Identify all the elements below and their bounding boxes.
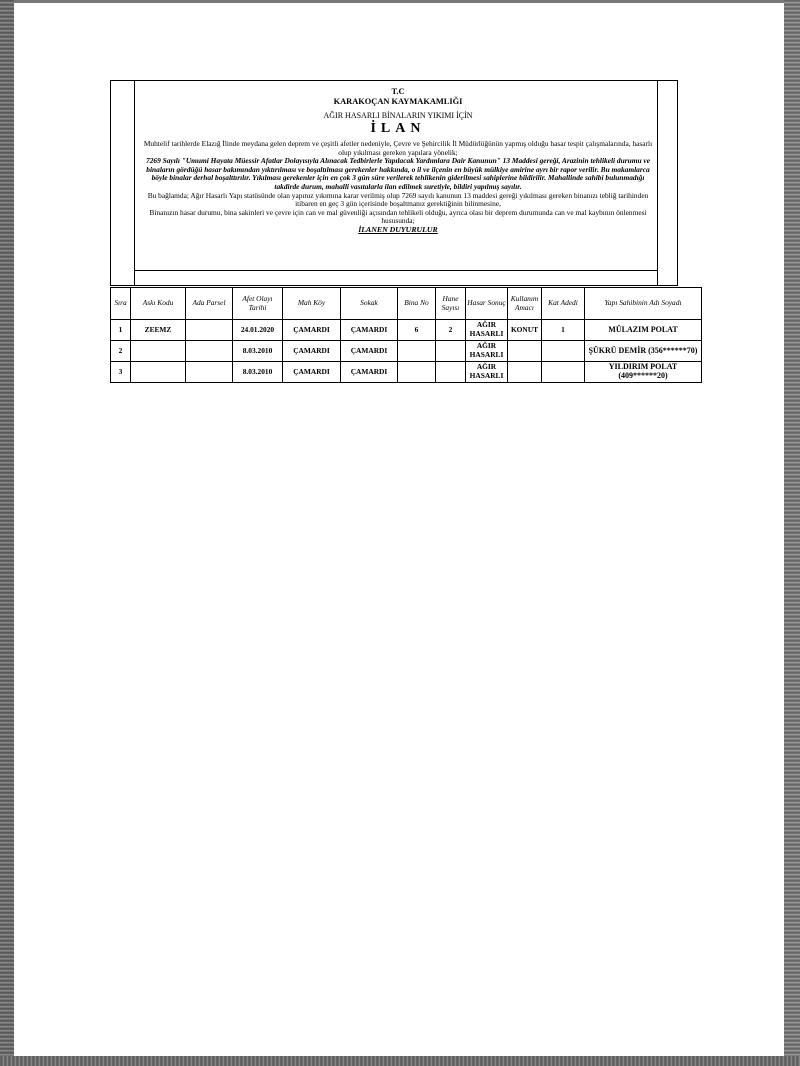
col-header-yapi-sahibi: Yapı Sahibinin Adı Soyadı — [585, 288, 702, 320]
cell-aski-kodu — [131, 362, 186, 383]
col-header-kat-adedi: Kat Adedi — [542, 288, 585, 320]
cell-afet-tarihi: 8.03.2010 — [233, 362, 283, 383]
table-row — [111, 362, 702, 383]
notice-content — [140, 87, 656, 235]
cell-kat-adedi: 1 — [542, 320, 585, 341]
cell-kullanim-amaci — [508, 362, 542, 383]
table-row — [111, 341, 702, 362]
cell-yapi-sahibi: YILDIRIM POLAT (409******20) — [585, 362, 702, 383]
col-header-bina-no: Bina No — [398, 288, 436, 320]
cell-sira: 2 — [111, 341, 131, 362]
cell-yapi-sahibi: MÜLAZIM POLAT — [585, 320, 702, 341]
col-header-sokak: Sokak — [341, 288, 398, 320]
cell-hasar-sonuc: AĞIR HASARLI — [466, 341, 508, 362]
col-header-hasar-sonuc: Hasar Sonuç — [466, 288, 508, 320]
col-header-aski-kodu: Askı Kodu — [131, 288, 186, 320]
notice-closing: İLANEN DUYURULUR — [358, 224, 438, 234]
authority-title: KARAKOÇAN KAYMAKAMLIĞI — [333, 97, 463, 106]
col-header-ada-parsel: Ada Parsel — [186, 288, 233, 320]
col-header-mah-koy: Mah Köy — [283, 288, 341, 320]
col-header-afet-tarihi: Afet Olayı Tarihi — [233, 288, 283, 320]
notice-inner-divider — [134, 270, 658, 271]
table-header-row — [111, 288, 702, 320]
scan-edge-bottom — [0, 1056, 800, 1066]
cell-sira: 1 — [111, 320, 131, 341]
cell-bina-no — [398, 362, 436, 383]
notice-paragraph-3: Bu bağlamda; Ağır Hasarlı Yapı statüsünde olan yapınız yıkımına karar verilmiş olup 7269 sayılı kanunun 13 maddesi gereği yıkılması gereken binanızı tebliğ tarihinden itibaren en geç 3 gün içerisinde boşaltmanız gerektiğinin bilinmesine, — [147, 190, 649, 209]
cell-hane-sayisi: 2 — [436, 320, 466, 341]
cell-ada-parsel — [186, 362, 233, 383]
cell-mah-koy: ÇAMARDI — [283, 362, 341, 383]
cell-mah-koy: ÇAMARDI — [283, 320, 341, 341]
col-header-kullanim-amaci: Kullanım Amacı — [508, 288, 542, 320]
cell-kullanim-amaci: KONUT — [508, 320, 542, 341]
notice-paragraph-1: Muhtelif tarihlerde Elazığ İlinde meydana gelen deprem ve çeşitli afetler nedeniyle, Çevre ve Şehircilik İl Müdürlüğünün yapmış olduğu hasar tespit çalışmalarında, hasarlı olup yıkılması gereken yapılara yönelik; — [143, 139, 653, 157]
notice-paragraph-2: 7269 Sayılı "Umumi Hayata Müessir Afatlar Dolayısıyla Alınacak Tedbirlerle Yapılacak Yardımlara Dair Kanunun" 13 Maddesi gereği, Arazinin tehlikeli durumu ve binaların gördüğü hasar bakımından yıktırılması ve boşaltılması gerekenler hakkında, o il ve ilçenin en büyük mülkiye amirine ayrı bir rapor verilir. Bu makamlarca böyle binalar derhal boşalttırılır. Yıkılması gerekenler için en çok 3 gün süre verilerek tehlikenin giderilmesi sahiplerine bildirilir. Mahallinde sahibi bulunmadığı takdirde durum, mahalli vasıtalarla ilan edilmek suretiyle, bildiri yapılmış sayılır. — [146, 156, 650, 191]
cell-ada-parsel — [186, 320, 233, 341]
cell-afet-tarihi: 8.03.2010 — [233, 341, 283, 362]
cell-mah-koy: ÇAMARDI — [283, 341, 341, 362]
building-records-table — [110, 287, 702, 383]
cell-hasar-sonuc: AĞIR HASARLI — [466, 362, 508, 383]
cell-sokak: ÇAMARDI — [341, 320, 398, 341]
cell-sokak: ÇAMARDI — [341, 341, 398, 362]
col-header-sira: Sıra — [111, 288, 131, 320]
notice-subject: AĞIR HASARLI BİNALARIN YIKIMI İÇİN — [323, 111, 473, 120]
cell-yapi-sahibi: ŞÜKRÜ DEMİR (356******70) — [585, 341, 702, 362]
col-header-hane-sayisi: Hane Sayısı — [436, 288, 466, 320]
cell-sira: 3 — [111, 362, 131, 383]
cell-hane-sayisi — [436, 341, 466, 362]
cell-aski-kodu — [131, 341, 186, 362]
cell-afet-tarihi: 24.01.2020 — [233, 320, 283, 341]
cell-sokak: ÇAMARDI — [341, 362, 398, 383]
cell-hasar-sonuc: AĞIR HASARLI — [466, 320, 508, 341]
cell-kat-adedi — [542, 362, 585, 383]
republic-label: T.C — [391, 87, 405, 96]
cell-bina-no: 6 — [398, 320, 436, 341]
notice-heading: İLAN — [370, 121, 426, 136]
scan-edge-left — [0, 0, 14, 1066]
cell-aski-kodu: ZEEMZ — [131, 320, 186, 341]
cell-kat-adedi — [542, 341, 585, 362]
cell-ada-parsel — [186, 341, 233, 362]
cell-bina-no — [398, 341, 436, 362]
scan-edge-top — [0, 0, 800, 3]
notice-paragraph-4: Binanızın hasar durumu, bina sakinleri ve çevre için can ve mal güvenliği açısından tehlikeli olduğu, ayrıca olası bir deprem durumunda can ve mal kaybının önlenmesi hususunda; — [149, 207, 647, 226]
cell-kullanim-amaci — [508, 341, 542, 362]
cell-hane-sayisi — [436, 362, 466, 383]
scan-edge-right — [784, 0, 800, 1066]
table-row — [111, 320, 702, 341]
